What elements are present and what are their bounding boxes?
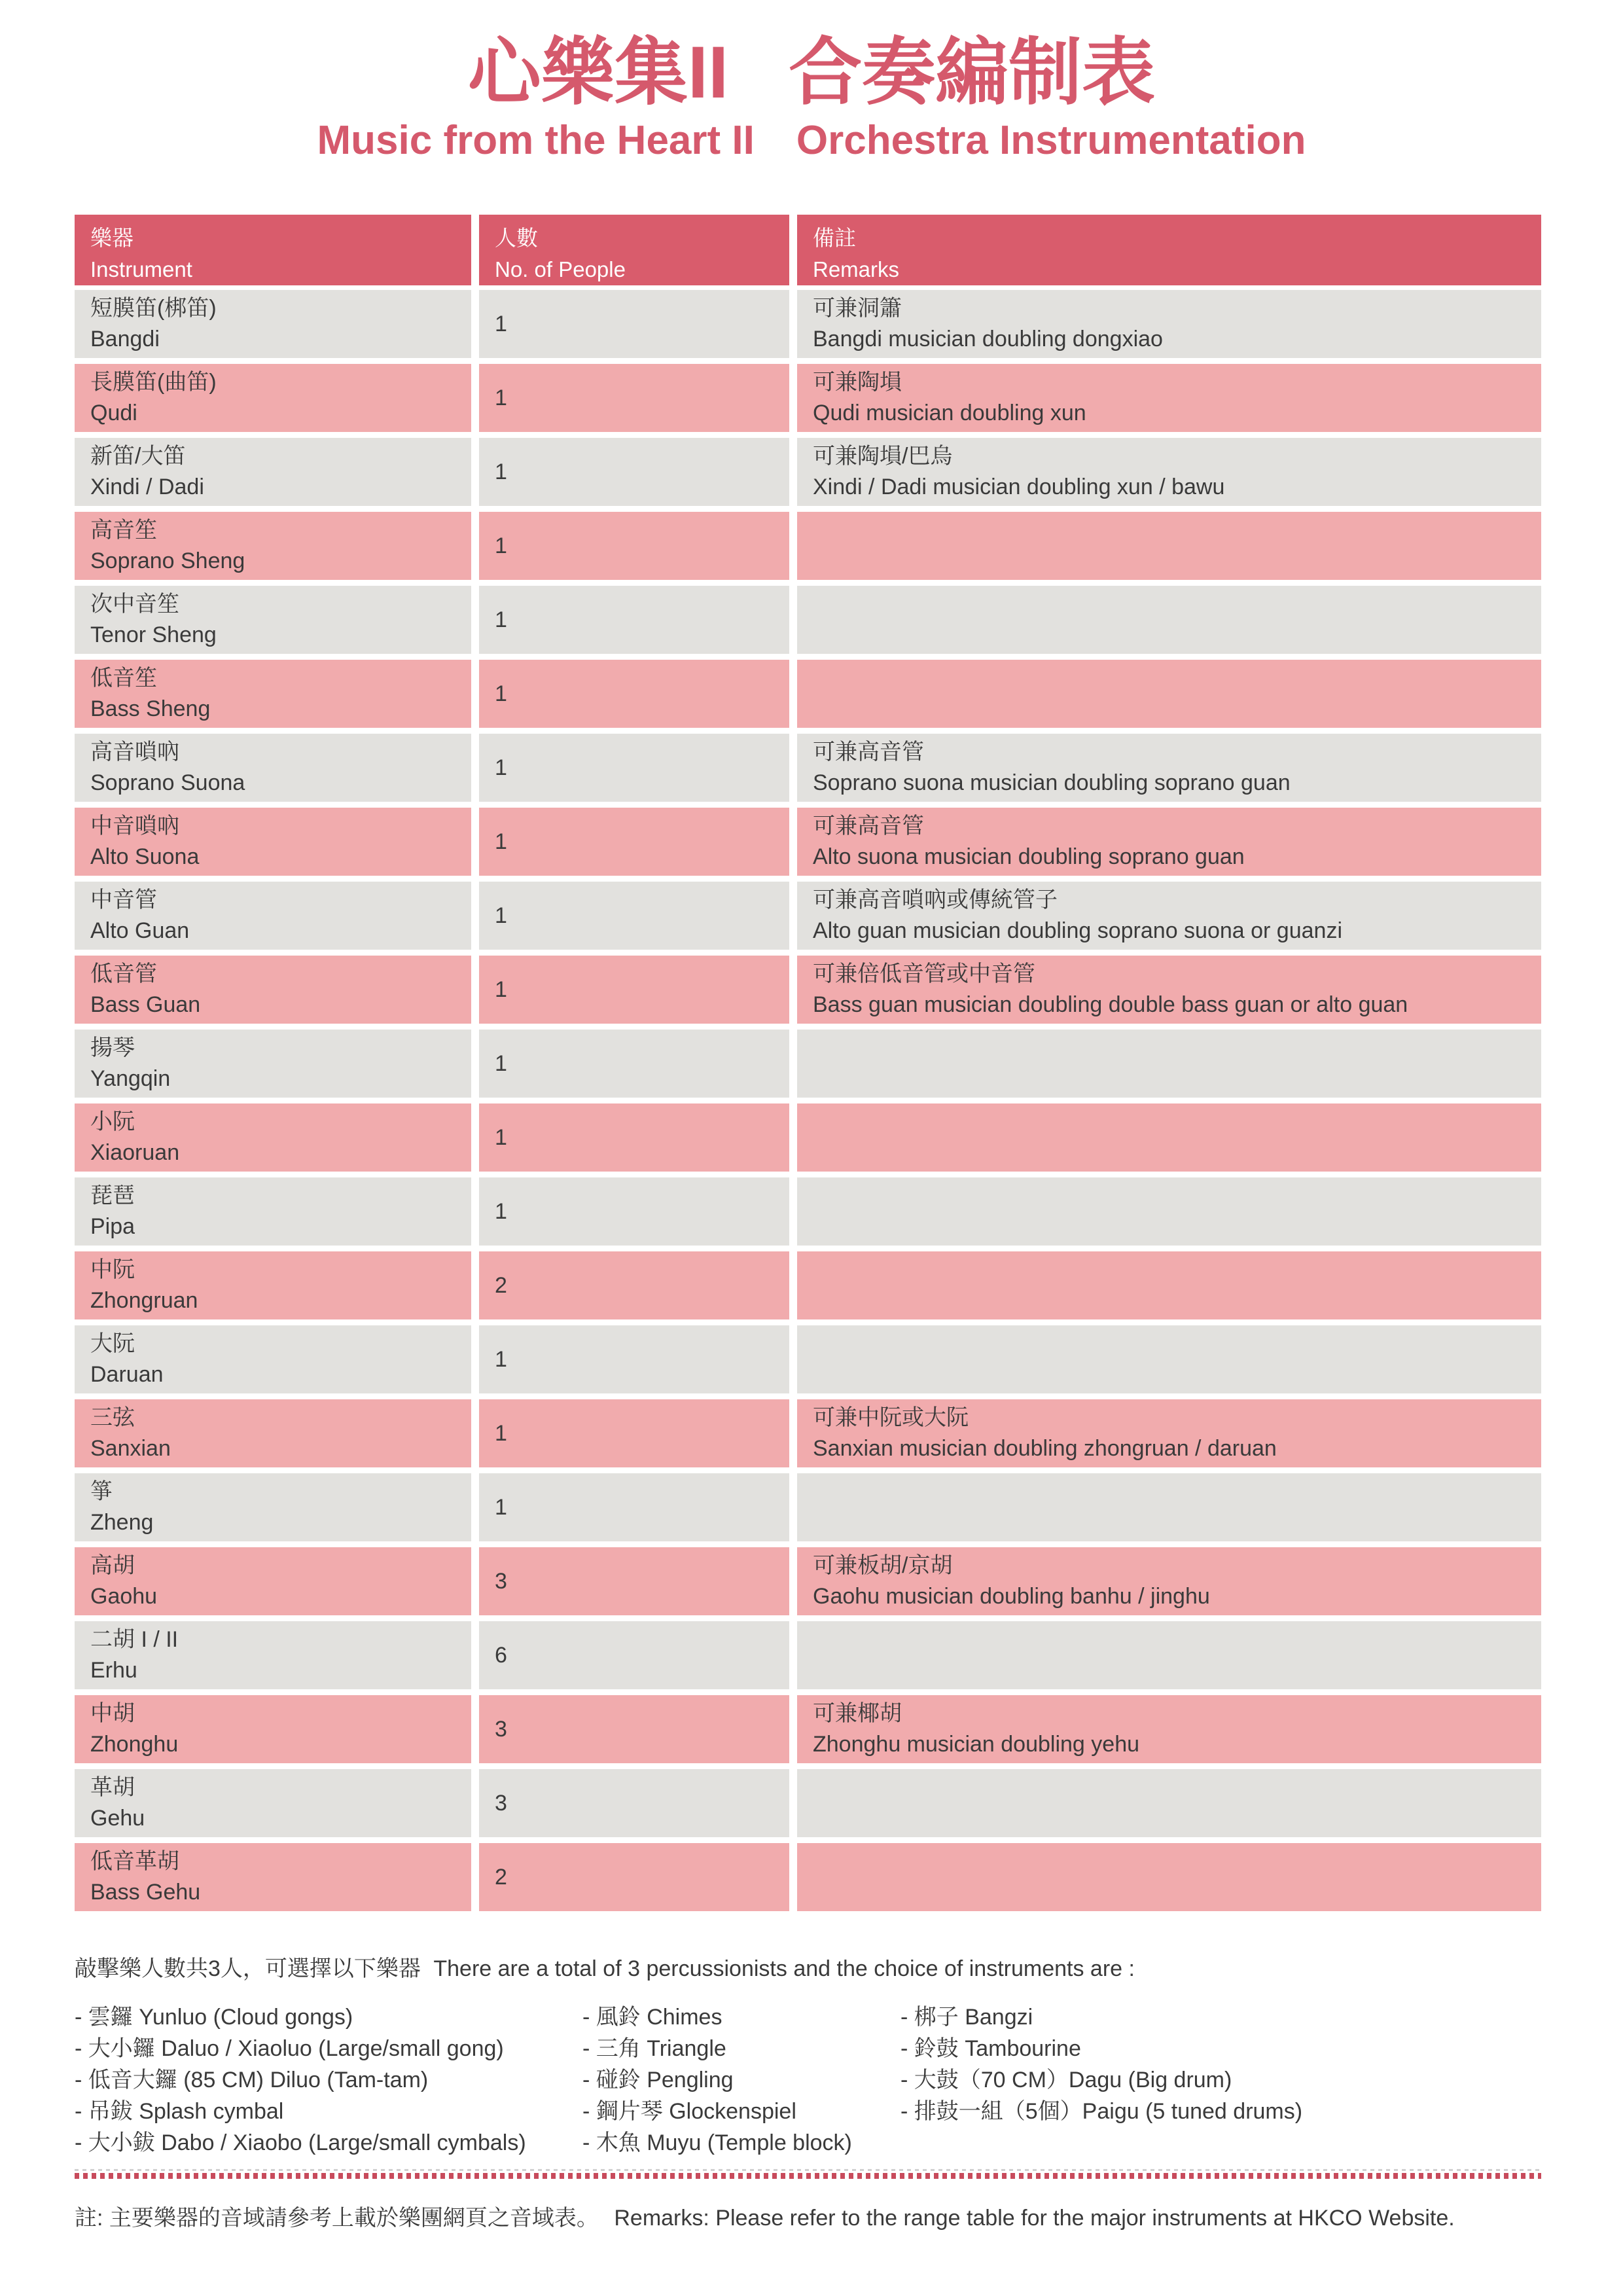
- instrument-cell: [75, 1473, 471, 1541]
- remark-zh: 可兼高音嗩吶或傳統管子: [813, 888, 1058, 912]
- table-row: [75, 1621, 1541, 1689]
- remark-en: Alto suona musician doubling soprano guan: [813, 844, 1245, 869]
- remark-en: Bass guan musician doubling double bass guan or alto guan: [813, 992, 1408, 1017]
- people-count-cell: [479, 1621, 789, 1689]
- instrument-cell: [75, 1177, 471, 1246]
- remarks-cell: [797, 808, 1541, 876]
- people-count-cell: [479, 1251, 789, 1319]
- header-cell-remarks: [797, 215, 1541, 285]
- instrument-name-zh: 小阮: [90, 1109, 135, 1134]
- remarks-cell: [797, 1621, 1541, 1689]
- page-title-zh-right: 合奏編制表: [789, 31, 1156, 113]
- instrument-name-en: Yangqin: [90, 1066, 171, 1091]
- instrument-name-zh: 三弦: [90, 1405, 135, 1430]
- people-count-cell: [479, 734, 789, 802]
- table-row: [75, 1695, 1541, 1763]
- remark-zh: 可兼高音管: [813, 814, 924, 838]
- people-count-cell: [479, 1547, 789, 1615]
- header-people-zh: 人數: [495, 226, 538, 250]
- instrument-name-en: Daruan: [90, 1362, 164, 1387]
- remarks-cell: [797, 1325, 1541, 1393]
- people-count: 1: [495, 459, 507, 484]
- people-count-cell: [479, 956, 789, 1024]
- remarks-cell: [797, 1030, 1541, 1098]
- page-title: [0, 30, 1623, 115]
- people-count-cell: [479, 1030, 789, 1098]
- instrument-name-zh: 高音嗩吶: [90, 740, 179, 764]
- percussion-item: - 大鼓（70 CM）Dagu (Big drum): [901, 2068, 1232, 2092]
- remarks-cell: [797, 1769, 1541, 1837]
- instrument-name-en: Zhonghu: [90, 1732, 179, 1757]
- people-count-cell: [479, 290, 789, 358]
- instrument-name-zh: 長膜笛(曲笛): [90, 370, 217, 395]
- instrument-cell: [75, 1621, 471, 1689]
- percussion-item: - 大小鑼 Daluo / Xiaoluo (Large/small gong): [75, 2036, 504, 2061]
- dotted-divider: [75, 2169, 1541, 2179]
- percussion-item: - 鋼片琴 Glockenspiel: [582, 2099, 796, 2124]
- instrument-name-en: Gaohu: [90, 1584, 158, 1609]
- instrument-name-en: Erhu: [90, 1658, 137, 1683]
- percussion-column: [75, 2001, 582, 2159]
- people-count: 1: [495, 533, 507, 558]
- instrument-name-zh: 中阮: [90, 1257, 135, 1282]
- remarks-cell: [797, 586, 1541, 654]
- instrument-name-en: Tenor Sheng: [90, 622, 217, 647]
- instrument-name-en: Soprano Suona: [90, 770, 245, 795]
- table-row: [75, 882, 1541, 950]
- instrument-cell: [75, 734, 471, 802]
- people-count-cell: [479, 364, 789, 432]
- table-row: [75, 1399, 1541, 1467]
- instrument-name-zh: 革胡: [90, 1775, 135, 1800]
- remarks-cell: [797, 1103, 1541, 1172]
- instrument-name-zh: 中胡: [90, 1701, 135, 1726]
- table-row: [75, 1473, 1541, 1541]
- instrument-cell: [75, 512, 471, 580]
- people-count: 6: [495, 1642, 507, 1668]
- instrument-cell: [75, 1251, 471, 1319]
- table-row: [75, 1843, 1541, 1911]
- instrument-cell: [75, 1769, 471, 1837]
- people-count-cell: [479, 808, 789, 876]
- percussion-item: - 三角 Triangle: [582, 2036, 726, 2061]
- remark-en: Zhonghu musician doubling yehu: [813, 1732, 1140, 1757]
- instrument-cell: [75, 808, 471, 876]
- table-row: [75, 734, 1541, 802]
- remarks-cell: [797, 290, 1541, 358]
- table-row: [75, 1103, 1541, 1172]
- instrument-cell: [75, 364, 471, 432]
- remarks-cell: [797, 364, 1541, 432]
- instrument-cell: [75, 1325, 471, 1393]
- instrument-name-zh: 低音管: [90, 961, 157, 986]
- remarks-cell: [797, 882, 1541, 950]
- people-count: 3: [495, 1790, 507, 1816]
- table-row: [75, 512, 1541, 580]
- remarks-cell: [797, 660, 1541, 728]
- instrument-name-en: Bass Guan: [90, 992, 201, 1017]
- percussion-intro-en: There are a total of 3 percussionists and the choice of instruments are :: [433, 1956, 1135, 1981]
- remark-en: Soprano suona musician doubling soprano guan: [813, 770, 1291, 795]
- table-header-row: [75, 215, 1541, 284]
- instrument-cell: [75, 1030, 471, 1098]
- percussion-item: - 低音大鑼 (85 CM) Diluo (Tam-tam): [75, 2068, 429, 2092]
- people-count-cell: [479, 1177, 789, 1246]
- instrument-cell: [75, 1103, 471, 1172]
- people-count-cell: [479, 512, 789, 580]
- percussion-item: - 梆子 Bangzi: [901, 2005, 1033, 2030]
- people-count-cell: [479, 660, 789, 728]
- remark-zh: 可兼倍低音管或中音管: [813, 961, 1035, 986]
- instrument-cell: [75, 1399, 471, 1467]
- people-count-cell: [479, 586, 789, 654]
- table-row: [75, 1177, 1541, 1246]
- table-row: [75, 438, 1541, 506]
- table-row: [75, 1030, 1541, 1098]
- page-subtitle-en-right: Orchestra Instrumentation: [796, 118, 1306, 163]
- percussion-item: - 風鈴 Chimes: [582, 2005, 722, 2030]
- percussion-column: [582, 2001, 901, 2159]
- instrument-cell: [75, 1695, 471, 1763]
- remark-en: Sanxian musician doubling zhongruan / daruan: [813, 1436, 1277, 1461]
- remark-en: Alto guan musician doubling soprano suona or guanzi: [813, 918, 1342, 943]
- people-count: 1: [495, 1050, 507, 1076]
- remark-en: Bangdi musician doubling dongxiao: [813, 327, 1163, 351]
- remarks-cell: [797, 438, 1541, 506]
- instrument-name-zh: 低音革胡: [90, 1849, 179, 1874]
- people-count: 1: [495, 1198, 507, 1224]
- people-count: 2: [495, 1272, 507, 1298]
- percussion-item: - 吊鈸 Splash cymbal: [75, 2099, 284, 2124]
- instrument-name-zh: 次中音笙: [90, 592, 179, 617]
- remarks-cell: [797, 1695, 1541, 1763]
- people-count: 1: [495, 977, 507, 1002]
- percussion-intro-zh: 敲擊樂人數共3人，可選擇以下樂器: [75, 1956, 421, 1981]
- people-count: 1: [495, 607, 507, 632]
- instrument-cell: [75, 290, 471, 358]
- people-count-cell: [479, 438, 789, 506]
- header-people-en: No. of People: [495, 257, 626, 281]
- people-count: 1: [495, 311, 507, 336]
- table-row: [75, 660, 1541, 728]
- remarks-cell: [797, 1251, 1541, 1319]
- people-count: 1: [495, 903, 507, 928]
- page-subtitle: [0, 115, 1623, 166]
- instrument-name-zh: 短膜笛(梆笛): [90, 296, 217, 321]
- page-title-zh-left: 心樂集II: [467, 31, 729, 113]
- table-row: [75, 1325, 1541, 1393]
- instrument-cell: [75, 1547, 471, 1615]
- instrument-name-zh: 箏: [90, 1479, 113, 1504]
- remark-zh: 可兼高音管: [813, 740, 924, 764]
- footer-note-zh: 註: 主要樂器的音域請參考上載於樂團網頁之音域表。: [75, 2206, 599, 2231]
- percussion-item: - 鈴鼓 Tambourine: [901, 2036, 1081, 2061]
- instrument-name-zh: 高音笙: [90, 518, 157, 543]
- instrument-name-zh: 大阮: [90, 1331, 135, 1356]
- table-row: [75, 1547, 1541, 1615]
- percussion-item: - 大小鈸 Dabo / Xiaobo (Large/small cymbals): [75, 2130, 526, 2155]
- table-row: [75, 364, 1541, 432]
- table-row: [75, 290, 1541, 358]
- instrument-cell: [75, 660, 471, 728]
- percussion-instrument-list: [75, 2001, 1623, 2159]
- instrument-cell: [75, 956, 471, 1024]
- percussion-item: - 木魚 Muyu (Temple block): [582, 2130, 852, 2155]
- percussion-item: - 雲鑼 Yunluo (Cloud gongs): [75, 2005, 353, 2030]
- people-count-cell: [479, 882, 789, 950]
- remarks-cell: [797, 512, 1541, 580]
- page-subtitle-en-left: Music from the Heart II: [317, 118, 755, 163]
- instrument-cell: [75, 1843, 471, 1911]
- table-body: [75, 290, 1541, 1911]
- remark-en: Gaohu musician doubling banhu / jinghu: [813, 1584, 1210, 1609]
- instrument-name-en: Xindi / Dadi: [90, 475, 204, 499]
- instrument-name-en: Zhongruan: [90, 1288, 198, 1313]
- people-count-cell: [479, 1399, 789, 1467]
- instrument-cell: [75, 438, 471, 506]
- remark-zh: 可兼板胡/京胡: [813, 1553, 953, 1578]
- remarks-cell: [797, 1473, 1541, 1541]
- instrument-name-en: Gehu: [90, 1806, 145, 1831]
- people-count: 1: [495, 829, 507, 854]
- people-count-cell: [479, 1325, 789, 1393]
- people-count: 3: [495, 1716, 507, 1742]
- remark-zh: 可兼陶塤/巴烏: [813, 444, 953, 469]
- table-row: [75, 808, 1541, 876]
- instrument-name-zh: 揚琴: [90, 1035, 135, 1060]
- header-instrument-zh: 樂器: [90, 226, 134, 250]
- instrument-name-en: Sanxian: [90, 1436, 171, 1461]
- instrument-name-en: Zheng: [90, 1510, 154, 1535]
- people-count: 1: [495, 1346, 507, 1372]
- remarks-cell: [797, 956, 1541, 1024]
- header-cell-instrument: [75, 215, 471, 285]
- remark-en: Xindi / Dadi musician doubling xun / bawu: [813, 475, 1225, 499]
- instrument-name-en: Pipa: [90, 1214, 135, 1239]
- people-count: 1: [495, 1124, 507, 1150]
- remarks-cell: [797, 734, 1541, 802]
- remark-zh: 可兼中阮或大阮: [813, 1405, 969, 1430]
- remarks-cell: [797, 1547, 1541, 1615]
- remark-zh: 可兼洞簫: [813, 296, 902, 321]
- people-count-cell: [479, 1695, 789, 1763]
- people-count: 2: [495, 1864, 507, 1890]
- instrument-name-en: Bass Gehu: [90, 1880, 201, 1905]
- instrument-name-en: Qudi: [90, 401, 137, 425]
- percussion-item: - 排鼓一組（5個）Paigu (5 tuned drums): [901, 2099, 1303, 2124]
- instrument-name-en: Alto Guan: [90, 918, 190, 943]
- table-row: [75, 1769, 1541, 1837]
- instrument-name-en: Alto Suona: [90, 844, 200, 869]
- percussion-intro: [75, 1953, 1623, 1984]
- table-row: [75, 1251, 1541, 1319]
- instrument-name-en: Soprano Sheng: [90, 548, 245, 573]
- instrument-name-zh: 中音管: [90, 888, 157, 912]
- people-count: 1: [495, 681, 507, 706]
- footer-note: [75, 2202, 1623, 2234]
- people-count-cell: [479, 1103, 789, 1172]
- instrument-name-zh: 二胡 I / II: [90, 1627, 179, 1652]
- percussion-item: - 碰鈴 Pengling: [582, 2068, 734, 2092]
- people-count: 3: [495, 1568, 507, 1594]
- remarks-cell: [797, 1177, 1541, 1246]
- people-count: 1: [495, 385, 507, 410]
- header-cell-people: [479, 215, 789, 285]
- instrument-name-zh: 高胡: [90, 1553, 135, 1578]
- table-row: [75, 586, 1541, 654]
- people-count: 1: [495, 1494, 507, 1520]
- instrument-cell: [75, 882, 471, 950]
- instrument-name-en: Bangdi: [90, 327, 160, 351]
- people-count-cell: [479, 1769, 789, 1837]
- header-remarks-en: Remarks: [813, 257, 900, 281]
- instrument-name-en: Bass Sheng: [90, 696, 211, 721]
- instrument-name-zh: 低音笙: [90, 666, 157, 691]
- remarks-cell: [797, 1399, 1541, 1467]
- instrument-name-en: Xiaoruan: [90, 1140, 180, 1165]
- instrument-cell: [75, 586, 471, 654]
- header-remarks-zh: 備註: [813, 226, 856, 250]
- instrument-name-zh: 新笛/大笛: [90, 444, 186, 469]
- people-count: 1: [495, 755, 507, 780]
- people-count-cell: [479, 1843, 789, 1911]
- people-count: 1: [495, 1420, 507, 1446]
- instrument-name-zh: 琵琶: [90, 1183, 135, 1208]
- people-count-cell: [479, 1473, 789, 1541]
- remark-zh: 可兼椰胡: [813, 1701, 902, 1726]
- instrumentation-table: [75, 215, 1541, 1911]
- remarks-cell: [797, 1843, 1541, 1911]
- instrument-name-zh: 中音嗩吶: [90, 814, 179, 838]
- remark-en: Qudi musician doubling xun: [813, 401, 1086, 425]
- footer-note-en: Remarks: Please refer to the range table for the major instruments at HKCO Website.: [614, 2206, 1455, 2231]
- table-row: [75, 956, 1541, 1024]
- percussion-column: [901, 2001, 1302, 2159]
- header-instrument-en: Instrument: [90, 257, 192, 281]
- remark-zh: 可兼陶塤: [813, 370, 902, 395]
